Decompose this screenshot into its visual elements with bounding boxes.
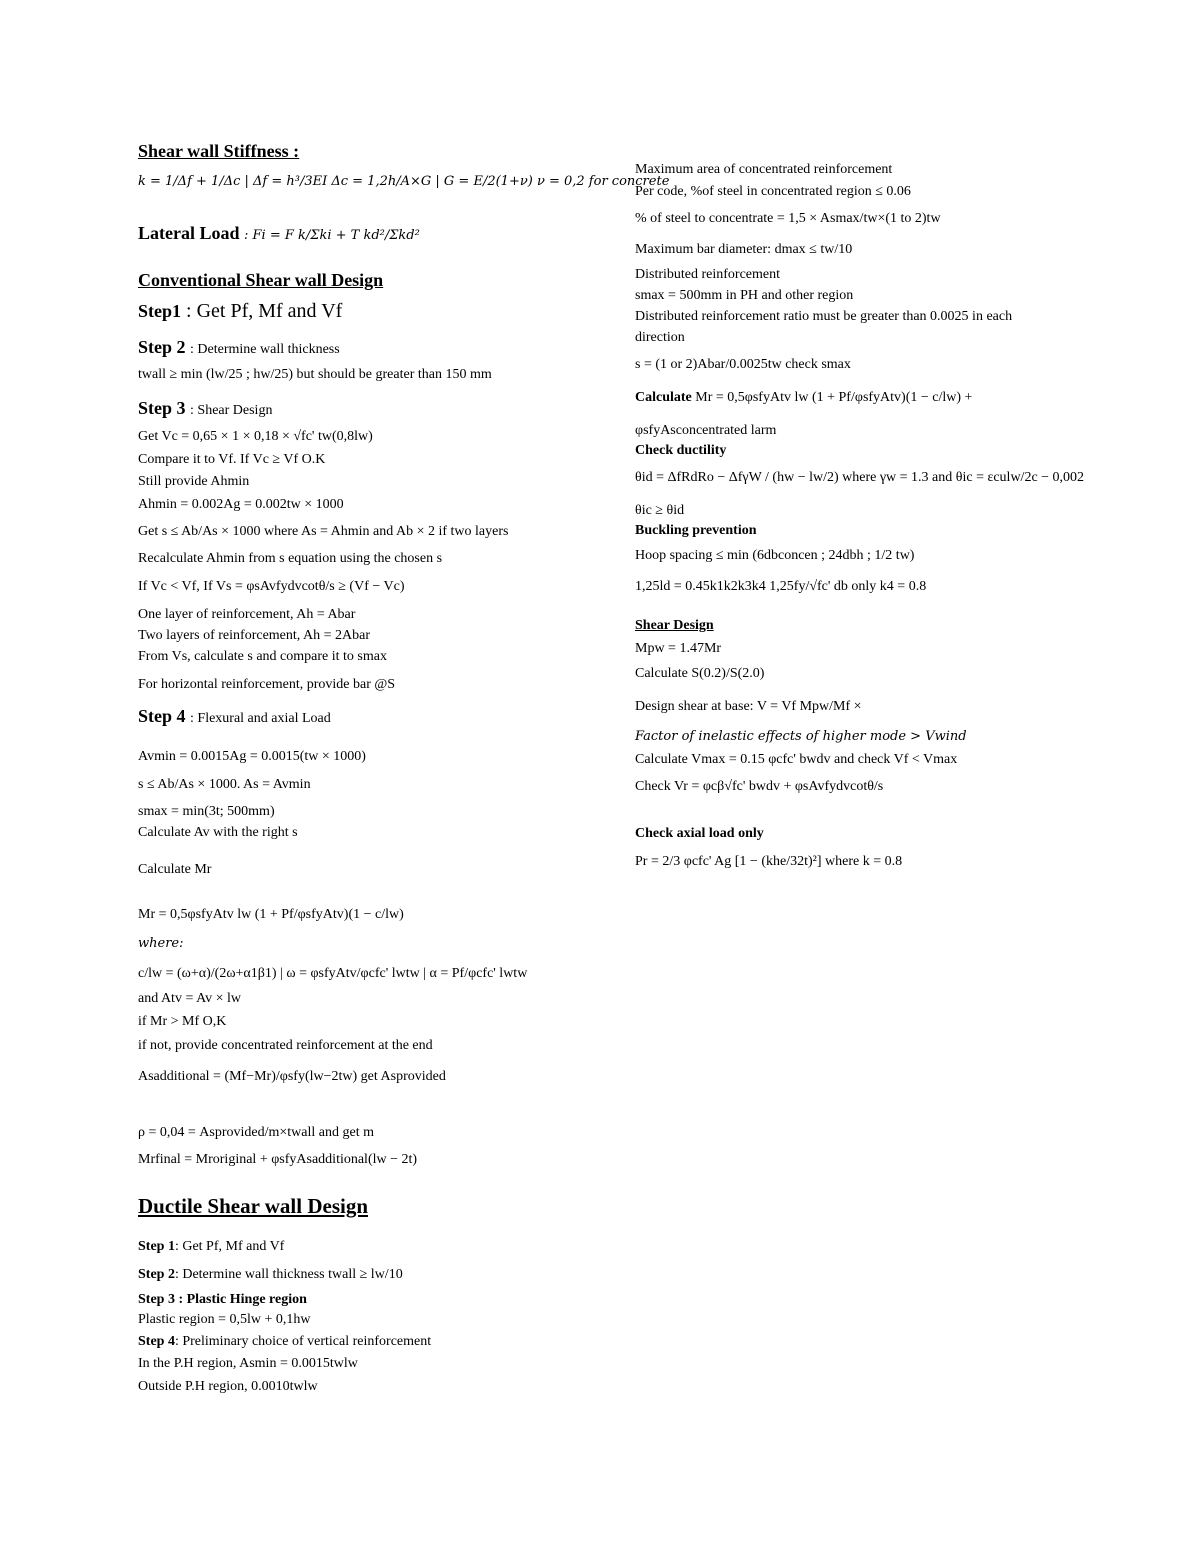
shear-line-5: Calculate Vmax = 0.15 φcfc' bwdv and check Vf < Vmax: [635, 752, 958, 767]
step4-line-4: Calculate Av with the right s: [138, 825, 298, 840]
ductile-label-3: Step 3 : Plastic Hinge region: [138, 1292, 307, 1307]
step3-label: Step 3: [138, 398, 186, 418]
lateral-load-label: Lateral Load: [138, 223, 240, 243]
step3-line-3: Still provide Ahmin: [138, 474, 250, 489]
ductile-text-6: In the P.H region, Asmin = 0.0015twlw: [138, 1356, 358, 1371]
shear-design-title: Shear Design: [635, 618, 714, 633]
step2-line: [138, 335, 340, 362]
right-line-8: direction: [635, 330, 685, 345]
right-line-9: s = (1 or 2)Abar/0.0025tw check smax: [635, 357, 851, 372]
step4-line-10: if Mr > Mf O,K: [138, 1014, 227, 1029]
calc-mr-line: [635, 389, 972, 407]
ductility-line-1: θid = ΔfRdRo − ΔfγW / (hw − lw/2) where γw = 1.3 and θic = εculw/2c − 0,002: [635, 470, 1085, 485]
shear-line-4: Factor of inelastic effects of higher mode > Vwind: [635, 729, 967, 744]
step4-line-3: smax = min(3t; 500mm): [138, 804, 275, 819]
ductility-line-2: θic ≥ θid: [635, 503, 685, 518]
ductile-label-2: Step 2: [138, 1267, 175, 1282]
ductile-line-7: [138, 1378, 318, 1396]
step4-line-11: if not, provide concentrated reinforcement at the end: [138, 1038, 433, 1053]
step4-line-9: and Atv = Av × lw: [138, 991, 242, 1006]
calc-mr-label: Calculate: [635, 390, 692, 405]
shear-line-1: Mpw = 1.47Mr: [635, 641, 722, 656]
ductile-line-1: [138, 1238, 284, 1256]
step3-line-2: Compare it to Vf. If Vc ≥ Vf O.K: [138, 452, 326, 467]
step2-formula: twall ≥ min (lw/25 ; hw/25) but should be greater than 150 mm: [138, 367, 492, 382]
ductility-title: Check ductility: [635, 443, 727, 458]
buckling-line-1: Hoop spacing ≤ min (6dbconcen ; 24dbh ; 1/2 tw): [635, 548, 915, 563]
shear-line-6: Check Vr = φcβ√fc' bwdv + φsAvfydvcotθ/s: [635, 779, 884, 794]
step3-line-8: One layer of reinforcement, Ah = Abar: [138, 607, 356, 622]
buckling-title: Buckling prevention: [635, 523, 757, 538]
step4-line-12: Asadditional = (Mf−Mr)/φsfy(lw−2tw) get Asprovided: [138, 1069, 446, 1084]
right-line-6: smax = 500mm in PH and other region: [635, 288, 854, 303]
ductile-line-6: [138, 1355, 358, 1373]
step3-line-4: Ahmin = 0.002Ag = 0.002tw × 1000: [138, 497, 344, 512]
lateral-load-line: [138, 221, 420, 248]
step4-line: [138, 704, 331, 731]
stiffness-title: Shear wall Stiffness :: [138, 141, 300, 161]
ductile-text-2: : Determine wall thickness twall ≥ lw/10: [174, 1267, 403, 1282]
step4-line-5: Calculate Mr: [138, 862, 212, 877]
step3-text: : Shear Design: [190, 403, 273, 418]
right-line-4: Maximum bar diameter: dmax ≤ tw/10: [635, 242, 853, 257]
step4-line-1: Avmin = 0.0015Ag = 0.0015(tw × 1000): [138, 749, 366, 764]
stiffness-formula: k = 1/Δf + 1/Δc | Δf = h³/3EI Δc = 1,2h/A×G | G = E/2(1+ν) ν = 0,2 for concrete: [138, 174, 670, 189]
shear-line-3: Design shear at base: V = Vf Mpw/Mf ×: [635, 699, 862, 714]
ductile-text-5: : Preliminary choice of vertical reinforcement: [174, 1334, 432, 1349]
right-line-2: Per code, %of steel in concentrated region ≤ 0.06: [635, 184, 911, 199]
step4-line-6: Mr = 0,5φsfyAtv lw (1 + Pf/φsfyAtv)(1 − c/lw): [138, 907, 404, 922]
step3-line-9: Two layers of reinforcement, Ah = 2Abar: [138, 628, 371, 643]
step4-text: : Flexural and axial Load: [190, 711, 331, 726]
right-line-5: Distributed reinforcement: [635, 267, 781, 282]
step3-line-11: For horizontal reinforcement, provide bar @S: [138, 677, 396, 692]
step1-text: : Get Pf, Mf and Vf: [186, 300, 343, 322]
ductile-line-2: [138, 1266, 403, 1284]
buckling-line-2: 1,25ld = 0.45k1k2k3k4 1,25fy/√fc' db only k4 = 0.8: [635, 579, 927, 594]
step1-line: [138, 299, 342, 323]
lateral-load-formula: : Fi = F k/Σki + T kd²/Σkd²: [244, 228, 420, 243]
ductile-line-5: [138, 1333, 431, 1351]
step4-line-13: ρ = 0,04 = Asprovided/m×twall and get m: [138, 1125, 374, 1140]
ductile-line-4: [138, 1311, 311, 1329]
step4-line-14: Mrfinal = Mroriginal + φsfyAsadditional(lw − 2t): [138, 1152, 418, 1167]
axial-title: Check axial load only: [635, 826, 764, 841]
right-line-3: % of steel to concentrate = 1,5 × Asmax/tw×(1 to 2)tw: [635, 211, 941, 226]
step3-line: [138, 396, 272, 423]
step4-label: Step 4: [138, 706, 186, 726]
shear-line-2: Calculate S(0.2)/S(2.0): [635, 666, 765, 681]
ductile-label-1: Step 1: [138, 1239, 175, 1254]
conventional-title: Conventional Shear wall Design: [138, 270, 384, 290]
step3-line-7: If Vc < Vf, If Vs = φsAvfydvcotθ/s ≥ (Vf − Vc): [138, 579, 405, 594]
step1-label: Step1: [138, 301, 182, 321]
step3-line-5: Get s ≤ Ab/As × 1000 where As = Ahmin and Ab × 2 if two layers: [138, 524, 509, 539]
ductile-title: Ductile Shear wall Design: [138, 1194, 369, 1218]
step3-line-1: Get Vc = 0,65 × 1 × 0,18 × √fc' tw(0,8lw): [138, 429, 373, 444]
step2-label: Step 2: [138, 337, 186, 357]
step4-line-7: where:: [138, 936, 184, 951]
ductile-line-3: [138, 1291, 307, 1309]
ductile-label-5: Step 4: [138, 1334, 175, 1349]
right-line-7: Distributed reinforcement ratio must be greater than 0.0025 in each: [635, 309, 1013, 324]
ductile-text-7: Outside P.H region, 0.0010twlw: [138, 1379, 318, 1394]
step4-line-2: s ≤ Ab/As × 1000. As = Avmin: [138, 777, 311, 792]
calc-mr-cont: φsfyAsconcentrated larm: [635, 423, 777, 438]
step4-line-8: c/lw = (ω+α)/(2ω+α1β1) | ω = φsfyAtv/φcfc' lwtw | α = Pf/φcfc' lwtw: [138, 966, 528, 981]
calc-mr-formula: Mr = 0,5φsfyAtv lw (1 + Pf/φsfyAtv)(1 − c/lw) +: [695, 390, 973, 405]
right-line-1: Maximum area of concentrated reinforcement: [635, 162, 893, 177]
step2-text: : Determine wall thickness: [190, 342, 340, 357]
axial-formula: Pr = 2/3 φcfc' Ag [1 − (khe/32t)²] where k = 0.8: [635, 854, 903, 869]
step3-line-10: From Vs, calculate s and compare it to smax: [138, 649, 387, 664]
ductile-text-4: Plastic region = 0,5lw + 0,1hw: [138, 1312, 311, 1327]
ductile-text-1: : Get Pf, Mf and Vf: [174, 1239, 285, 1254]
step3-line-6: Recalculate Ahmin from s equation using the chosen s: [138, 551, 443, 566]
